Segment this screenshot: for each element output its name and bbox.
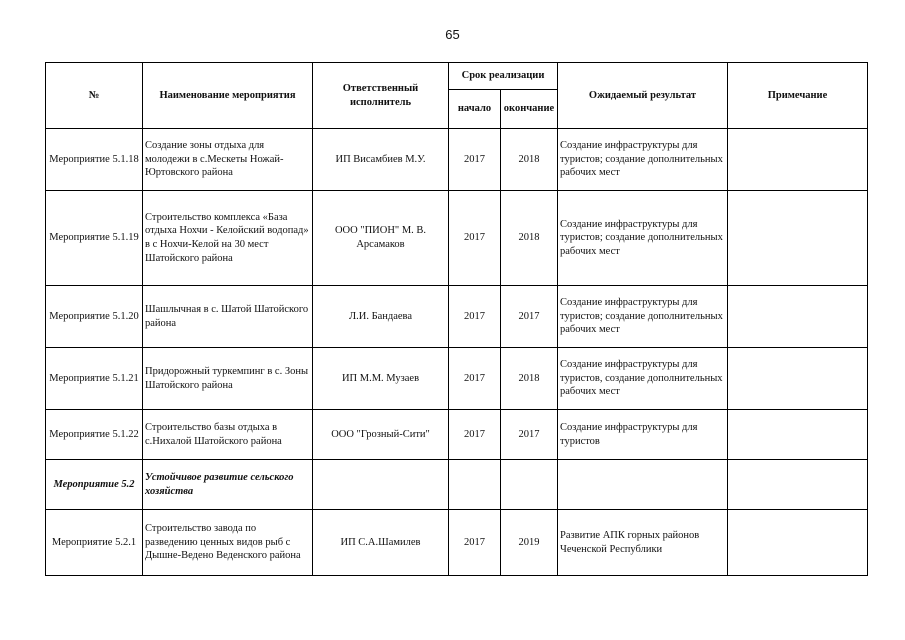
row-note [728, 348, 868, 410]
row-end-year: 2018 [501, 348, 558, 410]
table-row [46, 460, 868, 510]
row-start-year: 2017 [449, 348, 501, 410]
row-number: Мероприятие 5.2 [46, 460, 143, 510]
row-name: Строительство комплекса «База отдыха Нохчи - Келойский водопад» в с Нохчи-Келой на 30 мест Шатойского района [143, 191, 313, 286]
row-number: Мероприятие 5.1.22 [46, 410, 143, 460]
row-number: Мероприятие 5.1.18 [46, 129, 143, 191]
row-executor: ИП Висамбиев М.У. [313, 129, 449, 191]
row-start-year [449, 460, 501, 510]
row-number: Мероприятие 5.1.20 [46, 286, 143, 348]
row-result: Создание инфраструктуры для туристов [558, 410, 728, 460]
row-start-year: 2017 [449, 410, 501, 460]
row-start-year: 2017 [449, 191, 501, 286]
table-row [46, 410, 868, 460]
row-note [728, 410, 868, 460]
row-start-year: 2017 [449, 510, 501, 576]
header-executor: Ответственный исполнитель [313, 63, 449, 129]
table-row [46, 191, 868, 286]
table-row [46, 286, 868, 348]
row-executor [313, 460, 449, 510]
row-end-year: 2018 [501, 191, 558, 286]
row-result: Создание инфраструктуры для туристов, создание дополнительных рабочих мест [558, 348, 728, 410]
row-name: Устойчивое развитие сельского хозяйства [143, 460, 313, 510]
row-result: Создание инфраструктуры для туристов; создание дополнительных рабочих мест [558, 191, 728, 286]
page-number: 65 [445, 27, 460, 42]
row-result: Создание инфраструктуры для туристов; создание дополнительных рабочих мест [558, 286, 728, 348]
row-end-year: 2017 [501, 286, 558, 348]
table-row [46, 129, 868, 191]
row-number: Мероприятие 5.1.21 [46, 348, 143, 410]
row-executor: ИП М.М. Музаев [313, 348, 449, 410]
row-name: Строительство завода по разведению ценных видов рыб с Дышне-Ведено Веденского района [143, 510, 313, 576]
row-executor: ООО "Грозный-Сити" [313, 410, 449, 460]
row-result: Развитие АПК горных районов Чеченской Республики [558, 510, 728, 576]
header-end: окончание [501, 90, 558, 129]
row-executor: Л.И. Бандаева [313, 286, 449, 348]
row-end-year: 2018 [501, 129, 558, 191]
row-number: Мероприятие 5.2.1 [46, 510, 143, 576]
row-executor: ООО "ПИОН" М. В. Арсамаков [313, 191, 449, 286]
row-note [728, 286, 868, 348]
events-table [45, 62, 868, 576]
header-period: Срок реализации [449, 63, 558, 90]
header-result: Ожидаемый результат [558, 63, 728, 129]
header-name: Наименование мероприятия [143, 63, 313, 129]
header-note: Примечание [728, 63, 868, 129]
table-header [46, 63, 868, 129]
row-note [728, 191, 868, 286]
row-number: Мероприятие 5.1.19 [46, 191, 143, 286]
row-end-year: 2017 [501, 410, 558, 460]
table-row [46, 348, 868, 410]
table-body [46, 129, 868, 576]
row-start-year: 2017 [449, 129, 501, 191]
row-note [728, 460, 868, 510]
row-result [558, 460, 728, 510]
row-executor: ИП С.А.Шамилев [313, 510, 449, 576]
row-end-year: 2019 [501, 510, 558, 576]
header-num: № [46, 63, 143, 129]
row-name: Шашлычная в с. Шатой Шатойского района [143, 286, 313, 348]
row-name: Создание зоны отдыха для молодежи в с.Мескеты Ножай-Юртовского района [143, 129, 313, 191]
table-row [46, 510, 868, 576]
row-name: Строительство базы отдыха в с.Нихалой Шатойского района [143, 410, 313, 460]
row-result: Создание инфраструктуры для туристов; создание дополнительных рабочих мест [558, 129, 728, 191]
row-note [728, 129, 868, 191]
row-start-year: 2017 [449, 286, 501, 348]
row-end-year [501, 460, 558, 510]
row-note [728, 510, 868, 576]
row-name: Придорожный туркемпинг в с. Зоны Шатойского района [143, 348, 313, 410]
header-start: начало [449, 90, 501, 129]
